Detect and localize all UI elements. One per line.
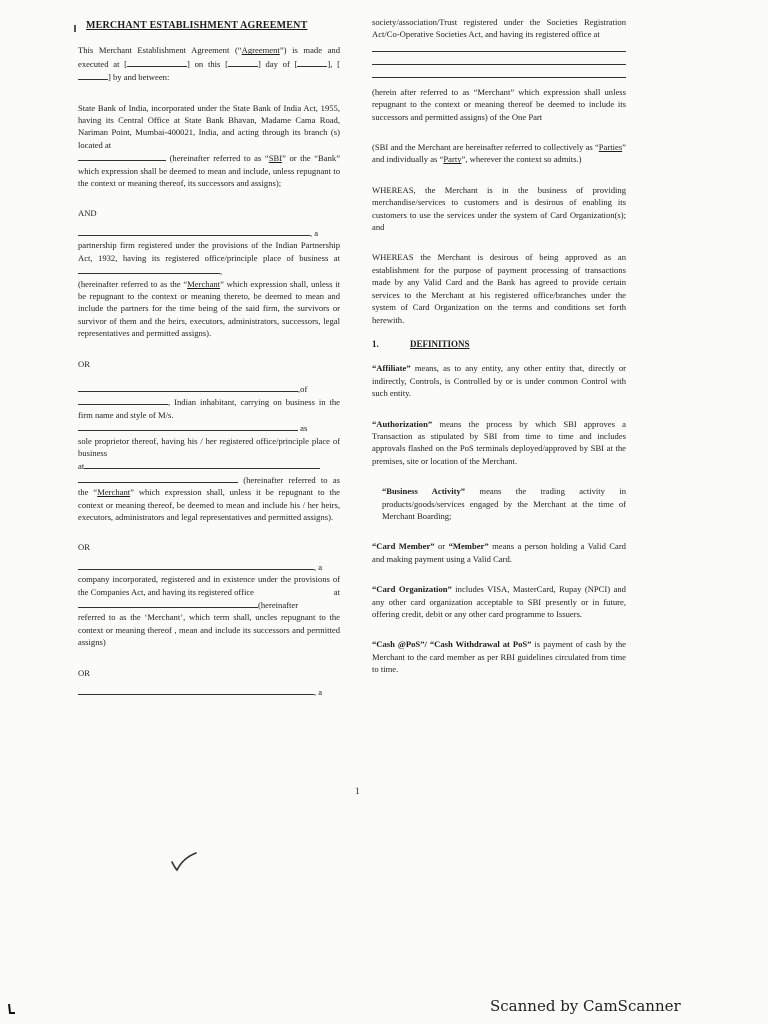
blank-line: [372, 41, 626, 52]
or-heading-3: OR: [78, 667, 90, 678]
blank-line: [372, 67, 626, 78]
and-heading: AND: [78, 208, 97, 219]
sbi-paragraph: State Bank of India, incorporated under the State Bank of India Act, 1955, having its Central Office at State Bank Bhavan, Madame Cama Road, Nariman Point, Mumbai-400021, India, and acting through its branch (s) located at (hereinafter referred to as “SBI” or the “Bank” which expression shall be deemed to mean and include, unless repugnant to the context or meaning thereof, its successors and assigns);: [78, 102, 341, 189]
definition-affiliate: “Affiliate” means, as to any entity, any other entity that, directly or indirectly, Controls, is Controlled by or is under common Control with such entity.: [372, 363, 626, 399]
company-paragraph: , a company incorporated, registered and in existence under the provisions of the Companies Act, and having its registered office at (hereinafter referred to as the ‘Merchant’, which term shall, uncles repugnant to the context or meaning thereof , mean and include its successors and permitted assigns): [78, 561, 340, 648]
definition-authorization: “Authorization” means the process by which SBI approves a Transaction as stipulated by SBI from time to time and includes approvals flashed on the PoS terminals deployed/approved by SBI at the premises, site or location of the Merchant.: [372, 418, 626, 466]
society-paragraph: society/association/Trust registered under the Societies Registration Act/Co-Operative Societies Act, and having its registered office at: [372, 17, 626, 40]
intro-paragraph: This Merchant Establishment Agreement (“Agreement”) is made and executed at [ ] on this [ ] day of [ ], [] by and between:: [78, 45, 340, 83]
definition-business-activity: “Business Activity” means the trading activity in products/goods/services engaged by the Merchant at the time of Merchant Boarding;: [382, 486, 626, 521]
or-heading-2: OR: [78, 542, 90, 553]
definition-cash-at-pos: “Cash @PoS”/ “Cash Withdrawal at PoS” is payment of cash by the Merchant to the card member as per RBI guidelines circulated from time to time.: [372, 639, 626, 675]
definition-card-organization: “Card Organization” includes VISA, MasterCard, Rupay (NPCI) and any other card organization acceptable to SBI presently or in future, offering credit, debit or any other card programme to Issuers.: [372, 584, 626, 619]
blank-line: [372, 54, 626, 65]
parties-paragraph: (SBI and the Merchant are hereinafter referred to collectively as “Parties” and individually as “Party”, wherever the context so admits.): [372, 142, 626, 165]
or-heading-1: OR: [78, 358, 90, 369]
merchant-definition-paragraph: (herein after referred to as “Merchant” which expression shall unless repugnant to the context or meaning thereof be deemed to include its successors and permitted assigns) of the One Part: [372, 86, 626, 122]
proprietor-paragraph: ,of , Indian inhabitant, carrying on business in the firm name and style of M/s. as sole proprietor thereof, having his / her registered office/principle place of business at (hereinafter referred to as the “Merchant” which expression shall, unless it be repugnant to the context or meaning thereof, be deemed to mean and include his / her heirs, executors, administrators and legal representatives and permitted assigns).: [78, 383, 340, 522]
scanner-watermark: Scanned by CamScanner: [490, 997, 681, 1015]
final-blank-line: , a: [78, 685, 340, 698]
whereas-paragraph-1: WHEREAS, the Merchant is in the business of providing merchandise/services to customers and is desirous of enabling its customers to use the services under the system of Card Organization(s); and: [372, 184, 626, 233]
definitions-heading: 1. DEFINITIONS: [372, 338, 470, 349]
whereas-paragraph-2: WHEREAS the Merchant is desirous of being approved as an establishment for the purpose of payment processing of transactions made by any Valid Card and the Bank has agreed to provide certain services to the Merchant at his registered office/branches under the system of Card Organization on the terms and conditions set forth herewith.: [372, 252, 626, 325]
right-column: [372, 16, 626, 676]
partnership-paragraph: , a partnership firm registered under the provisions of the Indian Partnership Act, 1932, having its registered office/principle place of business at , (hereinafter referred to as the “Merchant” which expression shall, unless it be repugnant to the context or meaning thereto, be deemed to mean and include the partners for the time being of the said firm, the survivors or survivor of them and the heirs, executors, administrators, successors, legal representatives and permitted assigns).: [78, 227, 340, 339]
definition-card-member: “Card Member” or “Member” means a person holding a Valid Card and making payment using a Valid Card.: [372, 541, 626, 564]
agreement-title: MERCHANT ESTABLISHMENT AGREEMENT: [86, 20, 308, 31]
page-number: 1: [355, 786, 360, 796]
left-column: [78, 20, 340, 698]
margin-mark: [74, 25, 76, 32]
corner-mark-icon: [8, 1004, 16, 1014]
checkmark-icon: [170, 850, 200, 872]
